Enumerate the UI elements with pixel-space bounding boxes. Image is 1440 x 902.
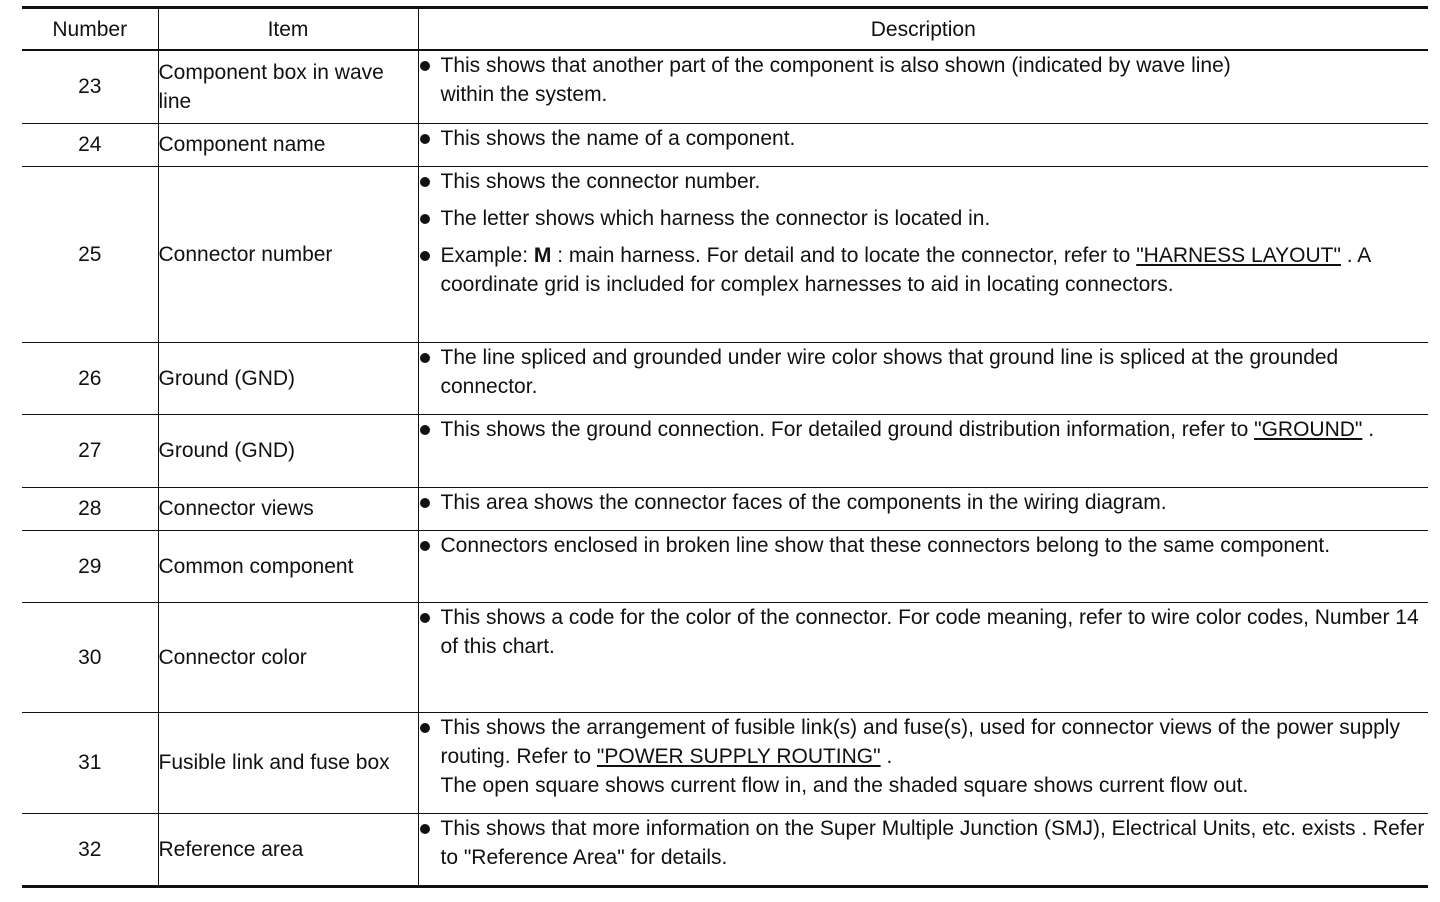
- bullet-dot-icon: [420, 824, 430, 834]
- bullet-dot-icon: [420, 177, 430, 187]
- row-number: 32: [22, 813, 158, 886]
- row-description: [418, 166, 1428, 342]
- table-row: [22, 166, 1428, 342]
- description-bullet: This shows the name of a component.: [419, 124, 1429, 153]
- row-item: Reference area: [158, 813, 418, 886]
- header-description: Description: [418, 8, 1428, 51]
- bullet-dot-icon: [420, 61, 430, 71]
- row-number: 28: [22, 487, 158, 530]
- row-number: 31: [22, 712, 158, 813]
- ground-link[interactable]: "GROUND": [1254, 417, 1363, 441]
- bullet-dot-icon: [420, 353, 430, 363]
- table-row: [22, 813, 1428, 886]
- bullet-dot-icon: [420, 723, 430, 733]
- harness-layout-link[interactable]: "HARNESS LAYOUT": [1136, 243, 1341, 267]
- row-item: Component box in wave line: [158, 50, 418, 123]
- harness-code: M: [533, 243, 552, 267]
- row-number: 23: [22, 50, 158, 123]
- description-bullet: Connectors enclosed in broken line show that these connectors belong to the same component.: [419, 531, 1429, 560]
- table-row: [22, 487, 1428, 530]
- description-bullet: This shows a code for the color of the connector. For code meaning, refer to wire color codes, Number 14 of this chart.: [419, 603, 1429, 661]
- row-number: 27: [22, 414, 158, 487]
- description-bullet: This area shows the connector faces of the components in the wiring diagram.: [419, 488, 1429, 517]
- row-description: [418, 530, 1428, 602]
- row-number: 30: [22, 602, 158, 712]
- row-description: [418, 342, 1428, 414]
- description-bullet: Example: M : main harness. For detail and to locate the connector, refer to "HARNESS LAYOUT" . A coordinate grid is included for complex harnesses to aid in locating connectors.: [419, 241, 1429, 299]
- row-number: 26: [22, 342, 158, 414]
- row-description: [418, 487, 1428, 530]
- table-row: [22, 123, 1428, 166]
- row-description: [418, 50, 1428, 123]
- bullet-dot-icon: [420, 214, 430, 224]
- row-number: 24: [22, 123, 158, 166]
- table-row: [22, 414, 1428, 487]
- row-description: [418, 123, 1428, 166]
- description-note: The open square shows current flow in, and the shaded square shows current flow out.: [440, 773, 1249, 797]
- row-description: [418, 414, 1428, 487]
- header-number: Number: [22, 8, 158, 51]
- description-bullet: This shows that more information on the Super Multiple Junction (SMJ), Electrical Units, etc. exists . Refer to "Reference Area" for details.: [419, 814, 1429, 872]
- table-row: [22, 530, 1428, 602]
- description-bullet: The letter shows which harness the connector is located in.: [419, 204, 1429, 233]
- bullet-dot-icon: [420, 251, 430, 261]
- table-row: [22, 50, 1428, 123]
- description-bullet: This shows the ground connection. For detailed ground distribution information, refer to "GROUND" .: [419, 415, 1429, 444]
- header-item: Item: [158, 8, 418, 51]
- row-number: 29: [22, 530, 158, 602]
- row-number: 25: [22, 166, 158, 342]
- table-row: [22, 602, 1428, 712]
- description-bullet: This shows the connector number.: [419, 167, 1429, 196]
- row-item: Connector views: [158, 487, 418, 530]
- table-row: [22, 342, 1428, 414]
- row-item: Ground (GND): [158, 342, 418, 414]
- table-row: [22, 712, 1428, 813]
- bullet-dot-icon: [420, 425, 430, 435]
- bullet-dot-icon: [420, 134, 430, 144]
- bullet-dot-icon: [420, 541, 430, 551]
- row-item: Ground (GND): [158, 414, 418, 487]
- bullet-dot-icon: [420, 613, 430, 623]
- row-item: Connector number: [158, 166, 418, 342]
- power-supply-routing-link[interactable]: "POWER SUPPLY ROUTING": [596, 744, 881, 768]
- description-bullet: The line spliced and grounded under wire color shows that ground line is spliced at the grounded connector.: [419, 343, 1429, 401]
- row-item: Component name: [158, 123, 418, 166]
- row-description: [418, 602, 1428, 712]
- header-row: [22, 8, 1428, 51]
- bullet-dot-icon: [420, 498, 430, 508]
- row-description: [418, 712, 1428, 813]
- component-description-table: [22, 6, 1428, 888]
- row-item: Common component: [158, 530, 418, 602]
- row-item: Fusible link and fuse box: [158, 712, 418, 813]
- row-item: Connector color: [158, 602, 418, 712]
- row-description: [418, 813, 1428, 886]
- description-bullet: This shows the arrangement of fusible link(s) and fuse(s), used for connector views of the power supply routing. Refer to "POWER SUPPLY ROUTING" . The open square shows current flow in, and the shaded square shows current flow out.: [419, 713, 1429, 800]
- description-bullet: This shows that another part of the component is also shown (indicated by wave line) within the system.: [419, 51, 1429, 109]
